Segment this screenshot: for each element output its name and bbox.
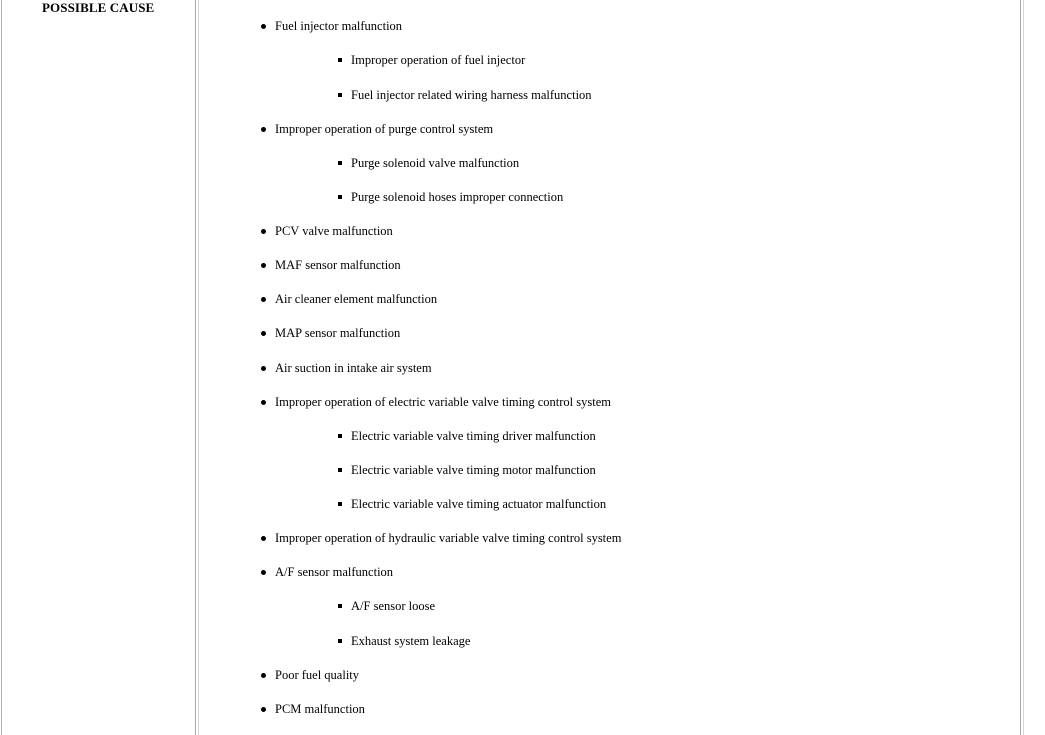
bullet-dot-icon [261,536,266,541]
bullet-square-icon [338,502,342,506]
list-item-text: Improper operation of electric variable valve timing control system [275,395,611,409]
label-cell [2,0,195,735]
list-item-text: Fuel injector malfunction [275,19,403,33]
table-right-border [1020,0,1024,735]
list-item [261,394,611,410]
list-item-text: Air cleaner element malfunction [275,292,438,306]
bullet-dot-icon [261,24,266,29]
sub-list-item-text: A/F sensor loose [351,599,436,613]
sub-list-item-text: Fuel injector related wiring harness malfunction [351,88,592,102]
list-item [261,325,400,341]
list-item-text: A/F sensor malfunction [275,565,394,579]
sub-list-item [338,633,470,649]
sub-list-item-text: Purge solenoid valve malfunction [351,156,520,170]
list-item [261,18,402,34]
list-item [261,223,393,239]
bullet-square-icon [338,639,342,643]
sub-list-item [338,598,435,614]
bullet-square-icon [338,93,342,97]
sub-list-item [338,428,596,444]
list-item-text: Poor fuel quality [275,668,360,682]
list-item [261,667,359,683]
bullet-dot-icon [261,297,266,302]
bullet-square-icon [338,434,342,438]
bullet-square-icon [338,58,342,62]
sub-list-item [338,87,592,103]
list-item-text: Improper operation of hydraulic variable valve timing control system [275,531,622,545]
list-item [261,360,432,376]
bullet-dot-icon [261,570,266,575]
sub-list-item [338,462,596,478]
list-item [261,701,365,717]
sub-list-item-text: Purge solenoid hoses improper connection [351,190,564,204]
sub-list-item [338,52,525,68]
list-item [261,121,493,137]
bullet-dot-icon [261,707,266,712]
bullet-dot-icon [261,400,266,405]
sub-list-item [338,155,519,171]
list-item [261,291,437,307]
list-item [261,564,393,580]
bullet-square-icon [338,195,342,199]
list-item-text: PCM malfunction [275,702,365,716]
sub-list-item-text: Exhaust system leakage [351,634,471,648]
list-item-text: PCV valve malfunction [275,224,393,238]
bullet-dot-icon [261,673,266,678]
list-item-text: Air suction in intake air system [275,361,432,375]
bullet-dot-icon [261,229,266,234]
sub-list-item-text: Improper operation of fuel injector [351,53,526,67]
bullet-dot-icon [261,127,266,132]
sub-list-item-text: Electric variable valve timing driver malfunction [351,429,596,443]
sub-list-item [338,496,606,512]
list-item-text: Improper operation of purge control system [275,122,494,136]
list-item [261,257,401,273]
sub-list-item [338,189,563,205]
list-item [261,530,621,546]
sub-list-item-text: Electric variable valve timing motor malfunction [351,463,596,477]
bullet-dot-icon [261,331,266,336]
bullet-square-icon [338,468,342,472]
bullet-square-icon [338,161,342,165]
possible-cause-label: POSSIBLE CAUSE [42,0,155,15]
sub-list-item-text: Electric variable valve timing actuator malfunction [351,497,607,511]
bullet-dot-icon [261,263,266,268]
bullet-dot-icon [261,366,266,371]
bullet-square-icon [338,604,342,608]
cause-list [199,0,1019,735]
list-item-text: MAP sensor malfunction [275,326,401,340]
list-item-text: MAF sensor malfunction [275,258,401,272]
